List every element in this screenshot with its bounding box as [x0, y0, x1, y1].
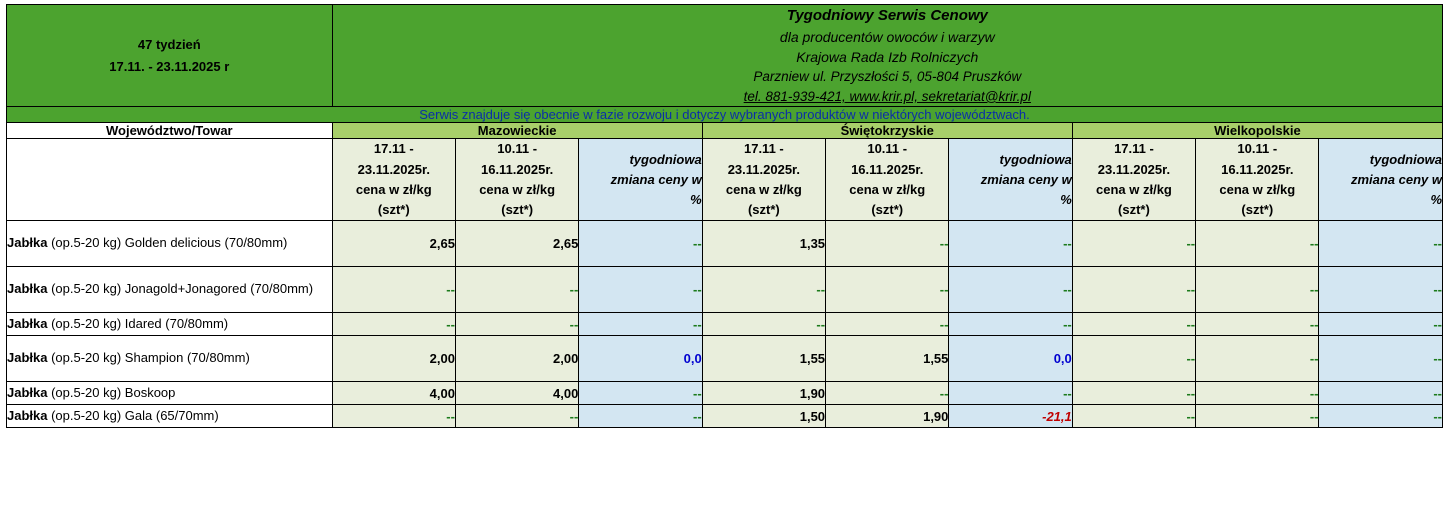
col-change-swietokrzyskie: [949, 139, 1072, 221]
product-name: Jabłka: [7, 235, 48, 251]
cell-price-current: 1,90: [702, 382, 825, 405]
hdr-line: zmiana ceny w: [610, 171, 702, 187]
cell-price-current: --: [702, 313, 825, 336]
week-box: [7, 5, 333, 107]
col-previous-mazowieckie: [455, 139, 578, 221]
cell-price-previous: --: [1196, 267, 1319, 313]
product-detail: (op.5-20 kg) Shampion (70/80mm): [47, 350, 250, 366]
cell-price-current: --: [1072, 382, 1195, 405]
product-label: [7, 313, 333, 336]
col-previous-wielkopolskie: [1196, 139, 1319, 221]
hdr-line: (szt*): [501, 201, 534, 217]
cell-change-pct: --: [1319, 313, 1443, 336]
hdr-line: %: [690, 191, 702, 207]
product-label: [7, 267, 333, 313]
hdr-line: tygodniowa: [999, 151, 1072, 167]
cell-price-previous: 2,65: [455, 221, 578, 267]
cell-price-previous: 2,00: [455, 336, 578, 382]
cell-change-pct: --: [949, 267, 1072, 313]
hdr-line: 16.11.2025r.: [1221, 161, 1294, 177]
hdr-line: 17.11 -: [1114, 141, 1154, 157]
product-name: Jabłka: [7, 315, 48, 331]
col-current-mazowieckie: [332, 139, 455, 221]
cell-price-previous: --: [826, 382, 949, 405]
hdr-line: 23.11.2025r.: [357, 161, 430, 177]
publication-info: [332, 5, 1442, 107]
hdr-line: 16.11.2025r.: [480, 161, 554, 177]
hdr-line: 16.11.2025r.: [851, 161, 924, 177]
cell-price-previous: --: [826, 313, 949, 336]
cell-change-pct: --: [579, 267, 702, 313]
week-number: 47 tydzień: [137, 36, 201, 52]
product-label: [7, 405, 333, 428]
cell-price-current: --: [1072, 336, 1195, 382]
product-label: [7, 336, 333, 382]
cell-change-pct: --: [949, 221, 1072, 267]
cell-price-current: --: [1072, 313, 1195, 336]
hdr-line: %: [1430, 191, 1442, 207]
corner-header: Województwo/Towar: [7, 123, 333, 139]
cell-change-pct: --: [1319, 405, 1443, 428]
cell-change-pct: --: [1319, 382, 1443, 405]
product-label: [7, 221, 333, 267]
product-detail: (op.5-20 kg) Gala (65/70mm): [47, 407, 219, 423]
hdr-line: cena w zł/kg: [725, 181, 802, 197]
table-row: [7, 221, 1443, 267]
cell-price-previous: --: [1196, 382, 1319, 405]
cell-price-previous: 1,90: [826, 405, 949, 428]
region-header-swietokrzyskie: Świętokrzyskie: [702, 123, 1072, 139]
product-detail: (op.5-20 kg) Jonagold+Jonagored (70/80mm): [47, 281, 314, 297]
cell-price-previous: 1,55: [826, 336, 949, 382]
hdr-line: cena w zł/kg: [1096, 181, 1172, 197]
publisher-contact[interactable]: tel. 881-939-421, www.krir.pl, sekretariat@krir.pl: [743, 88, 1031, 104]
development-notice: Serwis znajduje się obecnie w fazie rozwoju i dotyczy wybranych produktów w niektórych województwach.: [7, 107, 1443, 123]
hdr-line: cena w zł/kg: [849, 181, 926, 197]
cell-price-current: --: [1072, 267, 1195, 313]
hdr-line: 17.11 -: [373, 141, 414, 157]
hdr-line: (szt*): [377, 201, 410, 217]
cell-price-previous: --: [826, 267, 949, 313]
table-body: [7, 221, 1443, 428]
cell-price-current: 4,00: [332, 382, 455, 405]
cell-change-pct: --: [579, 382, 702, 405]
publication-title: Tygodniowy Serwis Cenowy: [786, 7, 988, 24]
hdr-line: 23.11.2025r.: [1097, 161, 1171, 177]
hdr-line: (szt*): [1118, 201, 1150, 217]
hdr-line: (szt*): [871, 201, 904, 217]
hdr-line: tygodniowa: [629, 151, 702, 167]
cell-change-pct: --: [1319, 336, 1443, 382]
publication-subtitle: dla producentów owoców i warzyw: [779, 28, 995, 45]
cell-price-previous: 4,00: [455, 382, 578, 405]
region-header-mazowieckie: Mazowieckie: [332, 123, 702, 139]
masthead-row: [7, 5, 1443, 107]
hdr-line: %: [1060, 191, 1072, 207]
col-change-wielkopolskie: [1319, 139, 1443, 221]
publisher-address: Parzniew ul. Przyszłości 5, 05-804 Pruszków: [753, 69, 1022, 85]
cell-change-pct: --: [1319, 267, 1443, 313]
table-row: [7, 382, 1443, 405]
cell-change-pct: --: [949, 382, 1072, 405]
product-detail: (op.5-20 kg) Boskoop: [47, 384, 176, 400]
product-name: Jabłka: [7, 281, 48, 297]
table-row: [7, 336, 1443, 382]
cell-change-pct: --: [1319, 221, 1443, 267]
col-change-mazowieckie: [579, 139, 702, 221]
hdr-line: 10.11 -: [497, 141, 538, 157]
table-row: [7, 405, 1443, 428]
cell-price-previous: --: [1196, 336, 1319, 382]
cell-price-current: --: [332, 313, 455, 336]
cell-price-previous: --: [1196, 221, 1319, 267]
cell-price-current: 1,55: [702, 336, 825, 382]
hdr-line: 10.11 -: [867, 141, 908, 157]
cell-price-current: --: [332, 267, 455, 313]
cell-change-pct: --: [579, 405, 702, 428]
product-name: Jabłka: [7, 350, 48, 366]
hdr-line: 23.11.2025r.: [727, 161, 801, 177]
hdr-line: cena w zł/kg: [1219, 181, 1296, 197]
cell-price-previous: --: [455, 313, 578, 336]
cell-price-current: --: [1072, 405, 1195, 428]
cell-change-pct: -21,1: [949, 405, 1072, 428]
table-row: [7, 313, 1443, 336]
cell-price-current: 2,65: [332, 221, 455, 267]
cell-change-pct: 0,0: [579, 336, 702, 382]
cell-price-previous: --: [1196, 405, 1319, 428]
product-name: Jabłka: [7, 407, 48, 423]
cell-change-pct: --: [949, 313, 1072, 336]
product-name: Jabłka: [7, 384, 48, 400]
cell-price-previous: --: [455, 267, 578, 313]
cell-price-previous: --: [1196, 313, 1319, 336]
col-current-wielkopolskie: [1072, 139, 1195, 221]
cell-price-current: 1,50: [702, 405, 825, 428]
col-previous-swietokrzyskie: [826, 139, 949, 221]
product-label: [7, 382, 333, 405]
cell-change-pct: --: [579, 313, 702, 336]
cell-price-current: --: [332, 405, 455, 428]
product-column-header: [7, 139, 333, 221]
cell-price-current: --: [1072, 221, 1195, 267]
notice-row: [7, 107, 1443, 123]
hdr-line: tygodniowa: [1369, 151, 1442, 167]
hdr-line: cena w zł/kg: [479, 181, 556, 197]
column-header-row: [7, 139, 1443, 221]
hdr-line: 17.11 -: [743, 141, 784, 157]
hdr-line: zmiana ceny w: [980, 171, 1072, 187]
hdr-line: 10.11 -: [1237, 141, 1278, 157]
cell-price-current: 2,00: [332, 336, 455, 382]
hdr-line: (szt*): [1241, 201, 1274, 217]
cell-price-current: --: [702, 267, 825, 313]
cell-price-current: 1,35: [702, 221, 825, 267]
table-row: [7, 267, 1443, 313]
cell-price-previous: --: [455, 405, 578, 428]
product-detail: (op.5-20 kg) Golden delicious (70/80mm): [47, 235, 288, 251]
week-range: 17.11. - 23.11.2025 r: [109, 58, 230, 74]
hdr-line: (szt*): [747, 201, 780, 217]
cell-price-previous: --: [826, 221, 949, 267]
publisher-name: Krajowa Rada Izb Rolniczych: [796, 49, 979, 66]
col-current-swietokrzyskie: [702, 139, 825, 221]
hdr-line: cena w zł/kg: [355, 181, 432, 197]
cell-change-pct: 0,0: [949, 336, 1072, 382]
cell-change-pct: --: [579, 221, 702, 267]
region-header-row: [7, 123, 1443, 139]
product-detail: (op.5-20 kg) Idared (70/80mm): [47, 315, 229, 331]
hdr-line: zmiana ceny w: [1350, 171, 1442, 187]
price-table: [6, 4, 1443, 428]
region-header-wielkopolskie: Wielkopolskie: [1072, 123, 1442, 139]
